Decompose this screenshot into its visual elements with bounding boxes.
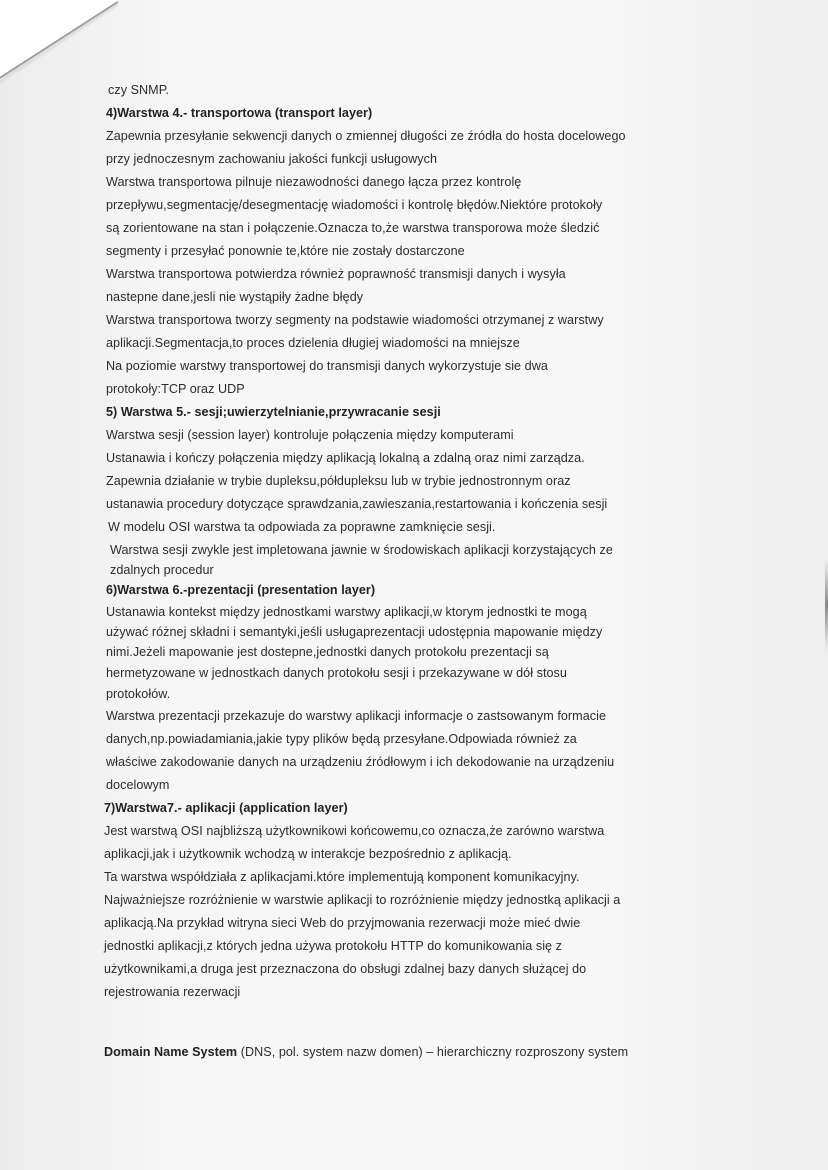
text-line: nastepne dane,jesli nie wystąpiły żadne błędy <box>106 290 364 304</box>
text-line: Zapewnia działanie w trybie dupleksu,półdupleksu lub w trybie jednostronnym oraz <box>106 474 571 488</box>
text-line: aplikacji.Segmentacja,to proces dzielenia długiej wiadomości na mniejsze <box>106 336 520 350</box>
dns-definition: (DNS, pol. system nazw domen) – hierarchiczny rozproszony system <box>237 1045 629 1059</box>
text-line: właściwe zakodowanie danych na urządzeniu źródłowym i ich dekodowanie na urządzeniu <box>106 755 615 769</box>
text-line: Warstwa transportowa tworzy segmenty na podstawie wiadomości otrzymanej z warstwy <box>106 313 604 327</box>
text-line: aplikacji,jak i użytkownik wchodzą w interakcje bezpośrednio z aplikacją. <box>104 847 512 861</box>
text-line: Warstwa prezentacji przekazuje do warstwy aplikacji informacje o zastsowanym formacie <box>106 709 607 723</box>
text-line: Najważniejsze rozróżnienie w warstwie aplikacji to rozróżnienie między jednostką aplikacji a <box>104 893 621 907</box>
text-line: hermetyzowane w jednostkach danych protokołu sesji i przekazywane w dół stosu <box>106 666 567 680</box>
text-line: Ustanawia i kończy połączenia między aplikacją lokalną a zdalną oraz nimi zarządza. <box>106 451 585 465</box>
text-line: użytkownikami,a druga jest przeznaczona do obsługi zdalnej bazy danych służącej do <box>104 962 587 976</box>
text-line: danych,np.powiadamiania,jakie typy plików będą przesyłane.Odpowiada również za <box>106 732 577 746</box>
text-line: jednostki aplikacji,z których jedna używa protokołu HTTP do komunikowania się z <box>104 939 563 953</box>
text-line: rejestrowania rezerwacji <box>104 985 241 999</box>
text-line: są zorientowane na stan i połączenie.Oznacza to,że warstwa transporowa może śledzić <box>106 221 600 235</box>
text-line: ustanawia procedury dotyczące sprawdzania,zawieszania,restartowania i kończenia sesji <box>106 497 608 511</box>
dns-definition-line <box>104 1044 628 1060</box>
text-line: Zapewnia przesyłanie sekwencji danych o zmiennej długości ze źródła do hosta docelowego <box>106 129 626 143</box>
text-line: zdalnych procedur <box>110 563 214 577</box>
text-line: używać różnej składni i semantyki,jeśli usługaprezentacji udostępnia mapowanie między <box>106 625 603 639</box>
text-line: Warstwa sesji (session layer) kontroluje połączenia między komputerami <box>106 428 514 442</box>
text-line: Ustanawia kontekst między jednostkami warstwy aplikacji,w ktorym jednostki te mogą <box>106 605 587 619</box>
text-line: Jest warstwą OSI najbliższą użytkownikowi końcowemu,co oznacza,że zarówno warstwa <box>104 824 605 838</box>
section-heading-layer-5: 5) Warstwa 5.- sesji;uwierzytelnianie,przywracanie sesji <box>106 405 441 419</box>
text-line: Warstwa transportowa pilnuje niezawodności danego łącza przez kontrolę <box>106 175 522 189</box>
text-line: protokołów. <box>106 687 171 701</box>
text-line: przy jednoczesnym zachowaniu jakości funkcji usługowych <box>106 152 438 166</box>
text-line: nimi.Jeżeli mapowanie jest dostepne,jednostki danych protokołu prezentacji są <box>106 645 549 659</box>
text-line: docelowym <box>106 778 170 792</box>
text-line: W modelu OSI warstwa ta odpowiada za poprawne zamknięcie sesji. <box>108 520 496 534</box>
text-line: Na poziomie warstwy transportowej do transmisji danych wykorzystuje sie dwa <box>106 359 548 373</box>
text-line: Ta warstwa współdziała z aplikacjami.które implementują komponent komunikacyjny. <box>104 870 580 884</box>
text-line: aplikacją.Na przykład witryna sieci Web do przyjmowania rezerwacji może mieć dwie <box>104 916 581 930</box>
text-line: protokoły:TCP oraz UDP <box>106 382 245 396</box>
text-line: segmenty i przesyłać ponownie te,które nie zostały dostarczone <box>106 244 465 258</box>
text-line: Warstwa transportowa potwierdza również poprawność transmisji danych i wysyła <box>106 267 566 281</box>
section-heading-layer-4: 4)Warstwa 4.- transportowa (transport layer) <box>106 106 373 120</box>
section-heading-layer-6: 6)Warstwa 6.-prezentacji (presentation layer) <box>106 583 376 597</box>
text-line: Warstwa sesji zwykle jest impletowana jawnie w środowiskach aplikacji korzystających ze <box>110 543 613 557</box>
dns-term: Domain Name System <box>104 1045 238 1059</box>
text-line: przepływu,segmentację/desegmentację wiadomości i kontrolę błędów.Niektóre protokoły <box>106 198 603 212</box>
text-line: czy SNMP. <box>108 83 170 97</box>
section-heading-layer-7: 7)Warstwa7.- aplikacji (application layer) <box>104 801 348 815</box>
